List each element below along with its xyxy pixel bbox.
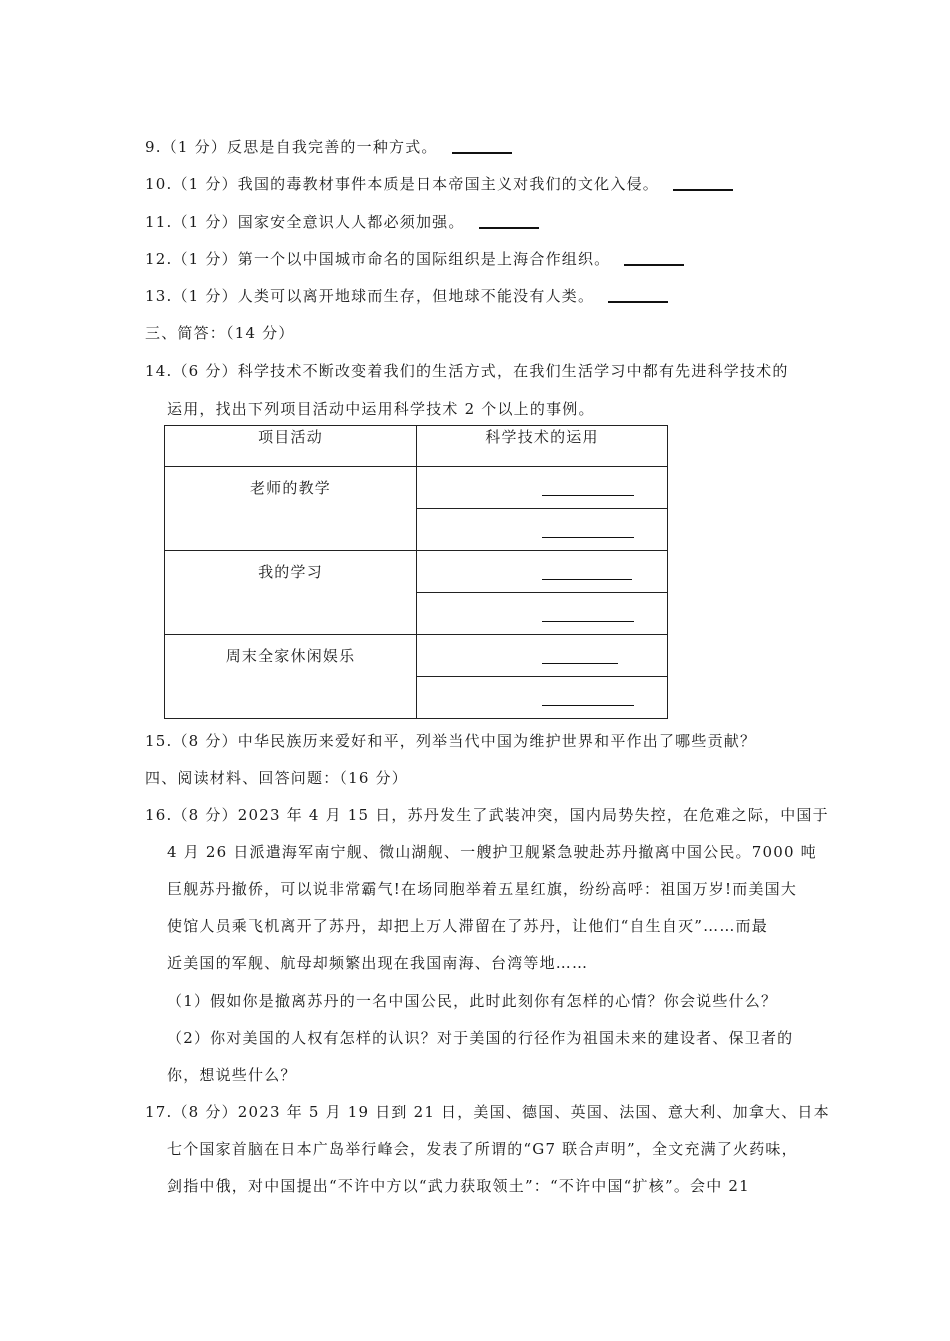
- header-activity: 项目活动: [165, 426, 417, 467]
- answer-blank[interactable]: [479, 227, 539, 229]
- answer-underline[interactable]: [542, 579, 632, 581]
- section-3-title: 三、简答：（14 分）: [145, 324, 295, 342]
- question-9: 9.（1 分）反思是自我完善的一种方式。: [145, 136, 512, 158]
- answer-cell[interactable]: [417, 593, 668, 635]
- table-row: [165, 635, 668, 677]
- answer-underline[interactable]: [542, 537, 634, 539]
- table-row: [165, 551, 668, 593]
- answer-underline[interactable]: [542, 663, 618, 665]
- question-16-sub2-line1: （2）你对美国的人权有怎样的认识？对于美国的行径作为祖国未来的建设者、保卫者的: [167, 1029, 794, 1047]
- question-11: 11.（1 分）国家安全意识人人都必须加强。: [145, 211, 539, 233]
- answer-cell[interactable]: [417, 467, 668, 509]
- question-16-sub1: （1）假如你是撤离苏丹的一名中国公民，此时此刻你有怎样的心情？你会说些什么？: [167, 992, 778, 1010]
- answer-underline[interactable]: [542, 495, 634, 497]
- answer-blank[interactable]: [608, 301, 668, 303]
- question-17-line1: 17.（8 分）2023 年 5 月 19 日到 21 日，美国、德国、英国、法国、意大利、加拿大、日本: [145, 1103, 830, 1121]
- answer-blank[interactable]: [624, 264, 684, 266]
- answer-underline[interactable]: [542, 705, 634, 707]
- activity-cell: 我的学习: [165, 551, 417, 635]
- question-14-line2: 运用，找出下列项目活动中运用科学技术 2 个以上的事例。: [167, 400, 595, 418]
- answer-blank[interactable]: [673, 189, 733, 191]
- activity-cell: 老师的教学: [165, 467, 417, 551]
- question-15: 15.（8 分）中华民族历来爱好和平，列举当代中国为维护世界和平作出了哪些贡献？: [145, 732, 757, 750]
- question-17-line3: 剑指中俄，对中国提出“不许中方以“武力获取领土”：“不许中国“扩核”。会中 21: [167, 1177, 750, 1195]
- question-16-line2: 4 月 26 日派遣海军南宁舰、微山湖舰、一艘护卫舰紧急驶赴苏丹撤离中国公民。7000 吨: [167, 843, 817, 861]
- question-16-line4: 使馆人员乘飞机离开了苏丹，却把上万人滞留在了苏丹，让他们“自生自灭”……而最: [167, 917, 768, 935]
- table-header-row: [165, 426, 668, 467]
- question-13: 13.（1 分）人类可以离开地球而生存，但地球不能没有人类。: [145, 285, 668, 307]
- question-12: 12.（1 分）第一个以中国城市命名的国际组织是上海合作组织。: [145, 248, 684, 270]
- answer-cell[interactable]: [417, 509, 668, 551]
- question-14-line1: 14.（6 分）科学技术不断改变着我们的生活方式，在我们生活学习中都有先进科学技术的: [145, 362, 789, 380]
- question-16-line5: 近美国的军舰、航母却频繁出现在我国南海、台湾等地……: [167, 954, 589, 972]
- question-17-line2: 七个国家首脑在日本广岛举行峰会，发表了所谓的“G7 联合声明”，全文充满了火药味，: [167, 1140, 798, 1158]
- question-16-line3: 巨舰苏丹撤侨，可以说非常霸气!在场同胞举着五星红旗，纷纷高呼：祖国万岁!而美国大: [167, 880, 798, 898]
- answer-underline[interactable]: [542, 621, 634, 623]
- question-16-line1: 16.（8 分）2023 年 4 月 15 日，苏丹发生了武装冲突，国内局势失控，在危难之际，中国于: [145, 806, 829, 824]
- table-row: [165, 467, 668, 509]
- activity-cell: 周末全家休闲娱乐: [165, 635, 417, 719]
- section-4-title: 四、阅读材料、回答问题：（16 分）: [145, 769, 408, 787]
- answer-cell[interactable]: [417, 551, 668, 593]
- answer-blank[interactable]: [452, 152, 512, 154]
- activity-table: [164, 425, 668, 719]
- answer-cell[interactable]: [417, 677, 668, 719]
- question-16-sub2-line2: 你，想说些什么？: [167, 1066, 297, 1084]
- question-10: 10.（1 分）我国的毒教材事件本质是日本帝国主义对我们的文化入侵。: [145, 173, 733, 195]
- answer-cell[interactable]: [417, 635, 668, 677]
- header-tech: 科学技术的运用: [417, 426, 668, 467]
